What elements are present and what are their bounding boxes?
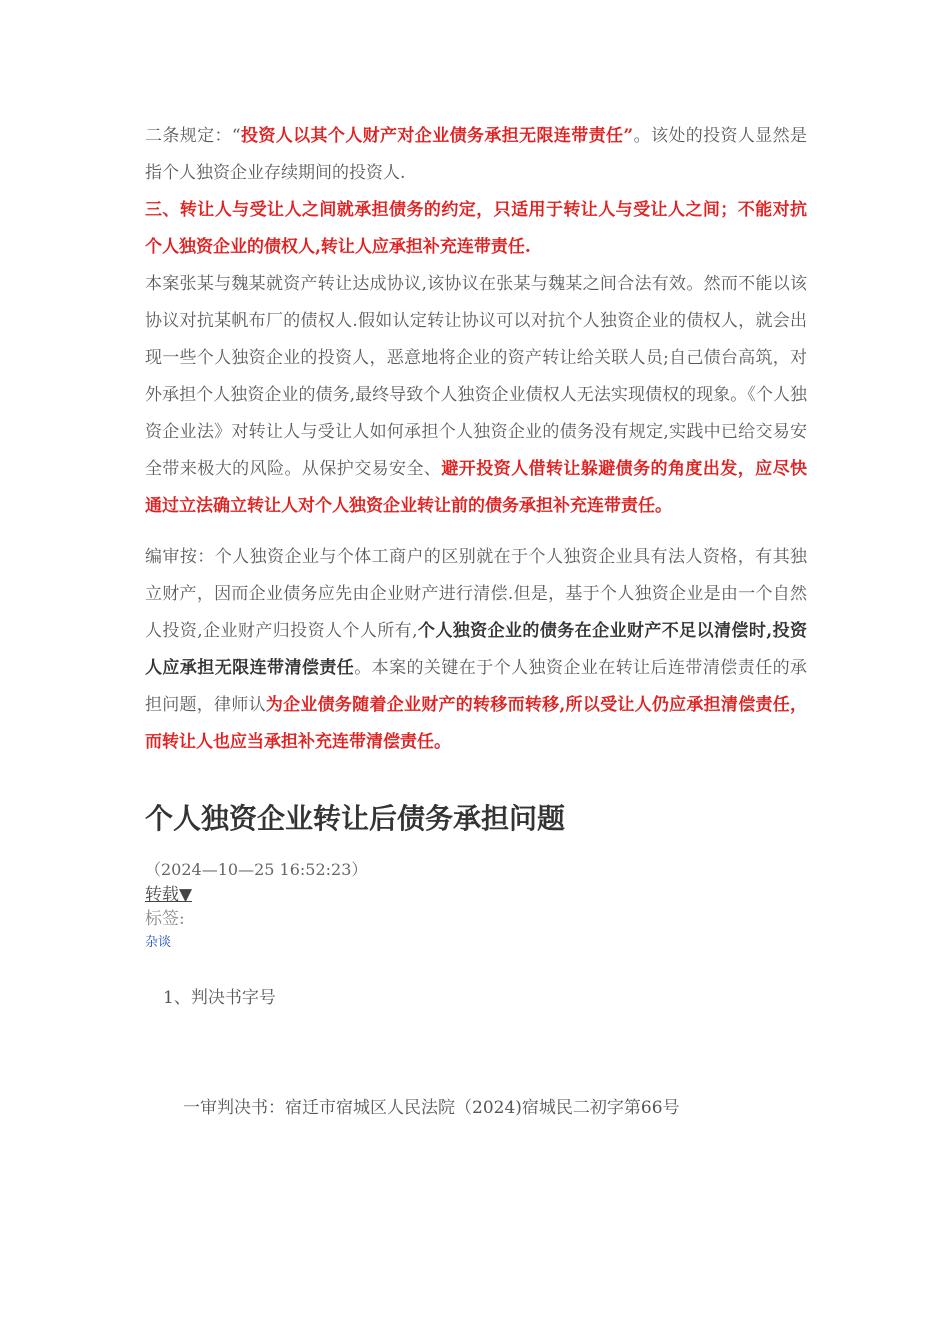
article-date: （2024—10—25 16:52:23） — [145, 860, 368, 879]
text-emphasis: 三、转让人与受让人之间就承担债务的约定，只适用于转让人与受让人之间；不能对抗个人独资企业的债权人,转让人应承担补充连带责任. — [145, 200, 807, 257]
list-item-case-number: 1、判决书字号 — [163, 988, 276, 1008]
paragraph-editor-note — [145, 539, 807, 761]
judgment-reference: 一审判决书：宿迁市宿城区人民法院（2024)宿城民二初字第66号 — [183, 1098, 680, 1118]
text-normal: 。本案的关键在于个人独资企业在转让后连带清偿责任的承担问题，律师认 — [145, 658, 808, 715]
paragraph-article-provision — [145, 118, 807, 192]
paragraph-case-analysis — [145, 266, 807, 525]
paragraph-gap — [145, 525, 807, 539]
text-emphasis: 为企业债务随着企业财产的转移而转移,所以受让人仍应承担清偿责任，而转让人也应当承担补充连带清偿责任。 — [145, 695, 807, 752]
text-normal: 本案张某与魏某就资产转让达成协议,该协议在张某与魏某之间合法有效。然而不能以该协议对抗某帆布厂的债权人.假如认定转让协议可以对抗个人独资企业的债权人，就会出现一些个人独资企业的投资人，恶意地将企业的资产转让给关联人员;自己债台高筑，对外承担个人独资企业的债务,最终导致个人独资企业债权人无法实现债权的现象。《个人独资企业法》对转让人与受让人如何承担个人独资企业的债务没有规定,实践中已给交易安全带来极大的风险。从保护交易安全、 — [145, 274, 807, 479]
document-body — [145, 118, 807, 1121]
tag-label: 标签: — [145, 909, 185, 929]
text-normal: 。该处的投资人显然是指个人独资企业存续期间的投资人. — [145, 126, 808, 183]
text-emphasis: 避开投资人借转让躲避债务的角度出发，应尽快通过立法确立转让人对个人独资企业转让前的债务承担补充连带责任。 — [145, 459, 808, 516]
text-normal: 二条规定：“ — [145, 126, 241, 146]
article-title: 个人独资企业转让后债务承担问题 — [145, 802, 566, 835]
tag-link[interactable]: 杂谈 — [145, 935, 172, 950]
text-bold: 个人独资企业的债务在企业财产不足以清偿时,投资人应承担无限连带清偿责任 — [145, 621, 807, 678]
repost-link[interactable]: 转载▼ — [145, 885, 193, 905]
text-emphasis: 投资人以其个人财产对企业债务承担无限连带责任” — [240, 126, 634, 146]
paragraph-point-three — [145, 192, 807, 266]
text-normal: 编审按：个人独资企业与个体工商户的区别就在于个人独资企业具有法人资格，有其独立财产，因而企业债务应先由企业财产进行清偿.但是，基于个人独资企业是由一个自然人投资,企业财产归投资人个人所有, — [145, 547, 807, 641]
